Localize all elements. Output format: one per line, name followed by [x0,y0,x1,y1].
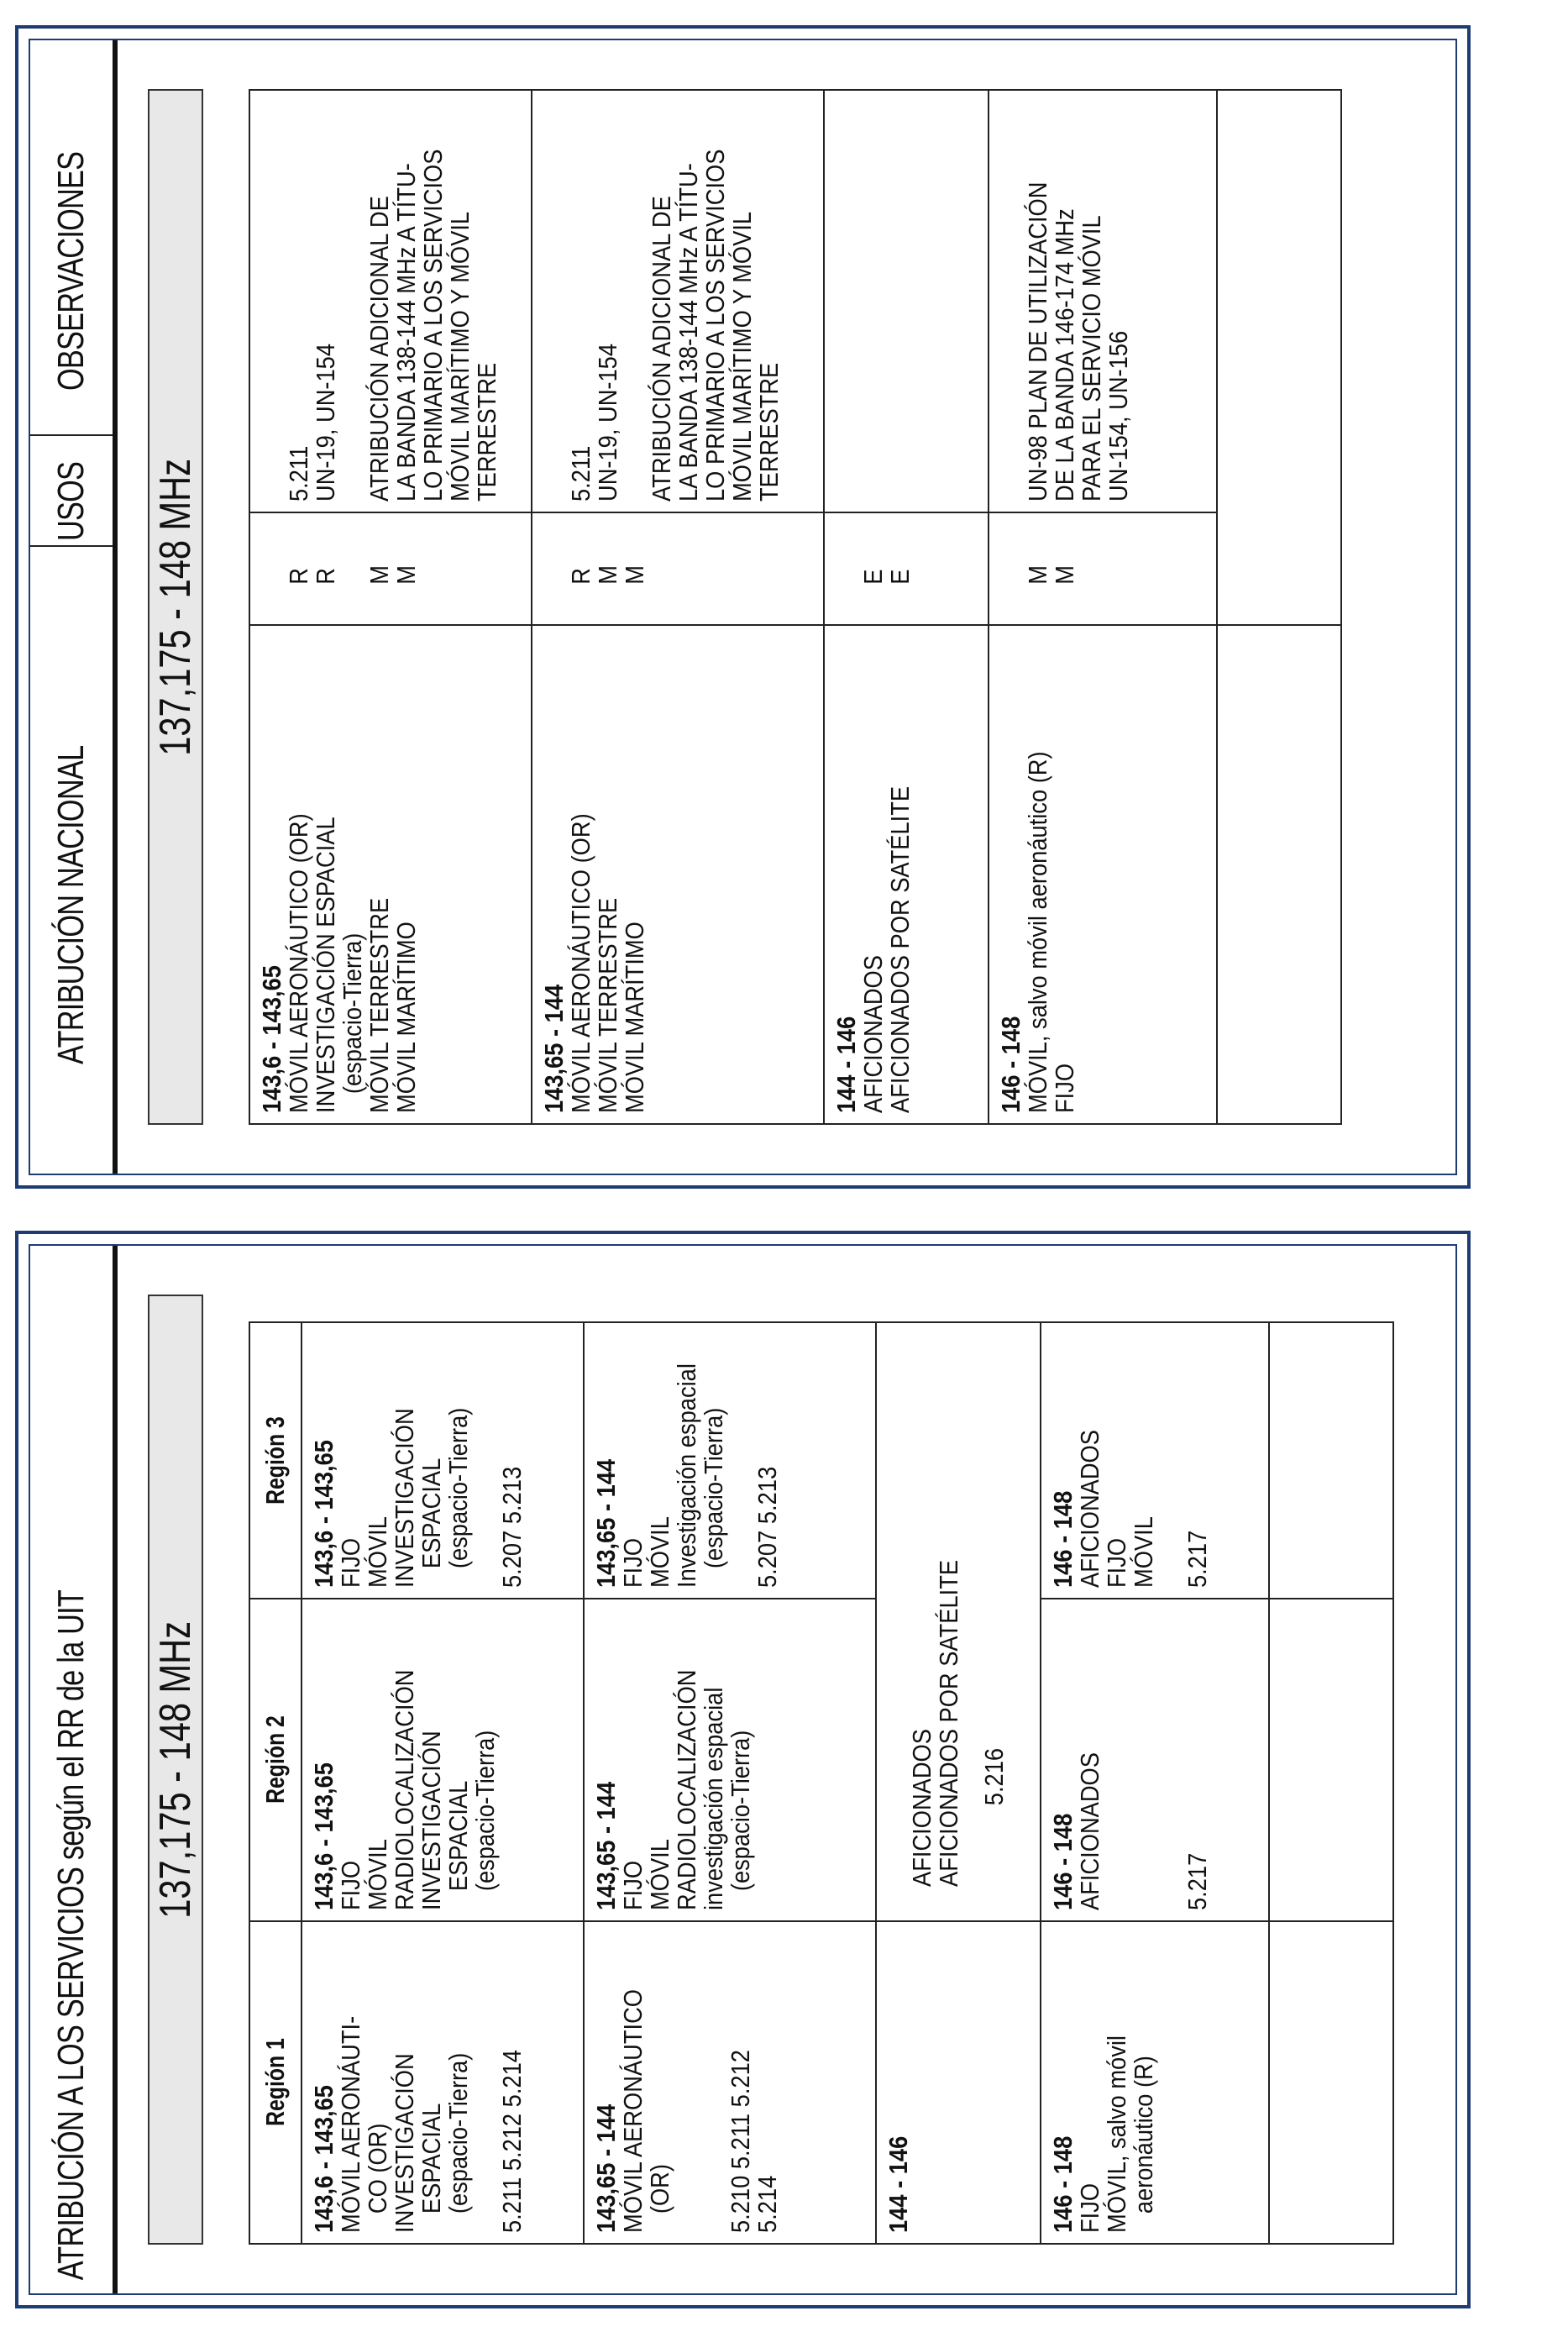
national-obs-cell: 5.211 UN-19, UN-154 ATRIBUCIÓN ADICIONAL DE LA BANDA 138-144 MHz A TÍTU- LO PRIMARIO A LOS SERVICIOS MÓVIL MARÍTIMO Y MÓVIL TERRESTRE [532,90,824,512]
national-table [249,89,1342,1125]
table-row [876,1322,1041,2244]
national-usos-cell: R R M M [249,512,532,625]
national-usos-cell: R M M [532,512,824,625]
header-atribucion-nacional: ATRIBUCIÓN NACIONAL [50,745,92,1065]
region-2-cell: 143,65 - 144 FIJO MÓVIL RADIOLOCALIZACIÓN investigación espacial (espacio-Tierra) [584,1599,876,1921]
itu-band-box [148,1295,203,2245]
itu-band-range: 137,175 - 148 MHz [151,1620,200,1919]
national-obs-cell: 5.211 UN-19, UN-154 ATRIBUCIÓN ADICIONAL DE LA BANDA 138-144 MHz A TÍTU- LO PRIMARIO A LOS SERVICIOS MÓVIL MARÍTIMO Y MÓVIL TERRESTRE [249,90,532,512]
table-row [584,1322,876,2244]
table-header-row [249,1322,302,2244]
region-1-cell: 144 - 146 [876,1921,1041,2244]
header-region-2: Región 2 [249,1599,302,1921]
table-row [1269,1322,1393,2244]
table-row [989,90,1217,1124]
table-row [824,90,989,1124]
national-services-cell: 146 - 148 MÓVIL, salvo móvil aeronáutico (R) FIJO [989,625,1217,1124]
header-region-3: Región 3 [249,1322,302,1599]
itu-table [249,1321,1394,2245]
national-services-cell: 143,65 - 144 MÓVIL AERONÁUTICO (OR) MÓVIL TERRESTRE MÓVIL MARÍTIMO [532,625,824,1124]
itu-header [30,1246,118,2293]
region-1-cell: 143,65 - 144 MÓVIL AERONÁUTICO (OR) 5.210 5.211 5.212 5.214 [584,1921,876,2244]
itu-title: ATRIBUCIÓN A LOS SERVICIOS según el RR de la UIT [50,1589,92,2281]
table-row [1217,90,1341,1124]
region-2-cell: 143,6 - 143,65 FIJO MÓVIL RADIOLOCALIZACIÓN INVESTIGACIÓN ESPACIAL (espacio-Tierra) [302,1599,584,1921]
header-region-1: Región 1 [249,1921,302,2244]
national-services-cell: 144 - 146 AFICIONADOS AFICIONADOS POR SATÉLITE [824,625,989,1124]
table-row [302,1322,584,2244]
national-band-range: 137,175 - 148 MHz [151,458,200,756]
national-usos-cell: M M [989,512,1217,625]
national-header [30,40,118,1174]
national-allocation-panel [15,25,1471,1189]
regions-2-3-merged-cell: AFICIONADOS AFICIONADOS POR SATÉLITE 5.216 [876,1322,1041,1921]
region-3-cell: 143,65 - 144 FIJO MÓVIL Investigación espacial (espacio-Tierra) 5.207 5.213 [584,1322,876,1599]
table-row [1041,1322,1269,2244]
header-usos: USOS [50,462,92,542]
national-band-box [148,89,203,1125]
national-obs-cell [824,90,989,512]
table-row [532,90,824,1124]
national-obs-cell: UN-98 PLAN DE UTILIZACIÓN DE LA BANDA 146-174 MHz PARA EL SERVICIO MÓVIL UN-154, UN-156 [989,90,1217,512]
itu-allocation-panel [15,1231,1471,2308]
region-1-cell: 146 - 148 FIJO MÓVIL, salvo móvil aeronáutico (R) [1041,1921,1269,2244]
national-usos-cell: E E [824,512,989,625]
region-3-cell: 146 - 148 AFICIONADOS FIJO MÓVIL 5.217 [1041,1322,1269,1599]
region-1-cell: 143,6 - 143,65 MÓVIL AERONÁUTI- CO (OR) INVESTIGACIÓN ESPACIAL (espacio-Tierra) 5.211 5.212 5.214 [302,1921,584,2244]
table-row [249,90,532,1124]
header-observaciones: OBSERVACIONES [50,151,92,391]
region-3-cell: 143,6 - 143,65 FIJO MÓVIL INVESTIGACIÓN ESPACIAL (espacio-Tierra) 5.207 5.213 [302,1322,584,1599]
national-services-cell: 143,6 - 143,65 MÓVIL AERONÁUTICO (OR) INVESTIGACIÓN ESPACIAL (espacio-Tierra) MÓVIL TERRESTRE MÓVIL MARÍTIMO [249,625,532,1124]
region-2-cell: 146 - 148 AFICIONADOS 5.217 [1041,1599,1269,1921]
